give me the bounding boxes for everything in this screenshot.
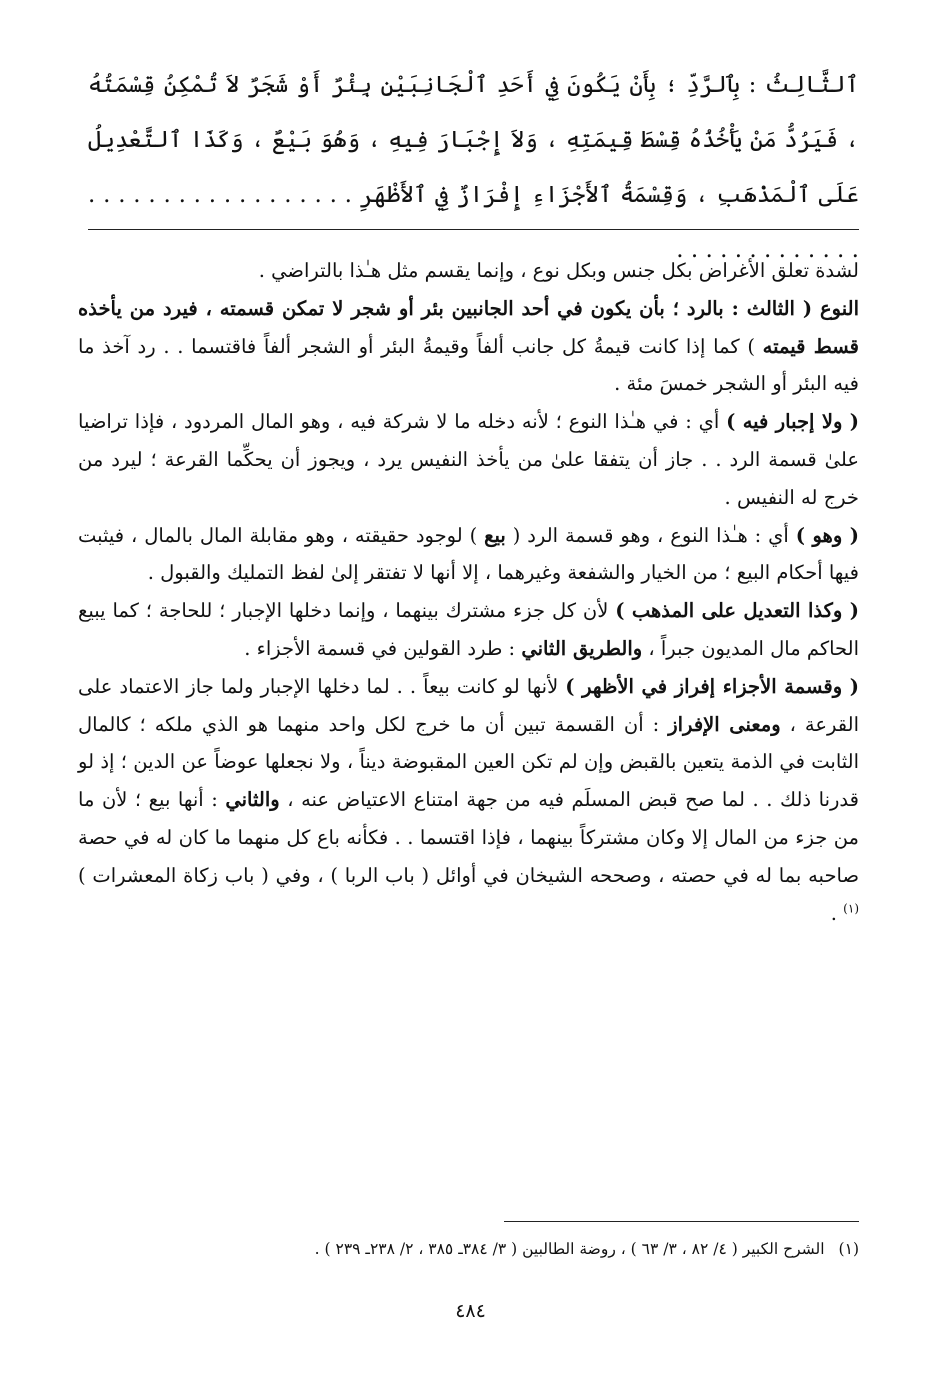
commentary-text: أي : في هـٰذا النوع ؛ لأنه دخله ما لا شركة فيه ، وهو المال المردود ، فإذا تراضيا علىٰ قسمة الرد . . جاز أن يتفقا علىٰ من يأخذ النفيس يرد ، ويجوز أن يحكِّما القرعة ؛ ليرد من خرج له النفيس .: [78, 410, 859, 509]
commentary-paragraph-2: [78, 290, 859, 403]
commentary-text: : أنها بيع ؛ لأن ما من جزء من المال إلا وكان مشتركاً بينهما ، فإذا اقتسما . . فكأنه باع كل منهما ما كان له في حصة صاحبه بما له في حصته ، وصححه الشيخان في أوائل ( باب الربا ) ، وفي ( باب زكاة المعشرات ): [78, 788, 859, 887]
quoted-matn: ( وهو ): [795, 523, 859, 547]
footnote-reference[interactable]: (١): [843, 901, 859, 916]
commentary-text: أي : هـٰذا النوع ، وهو قسمة الرد (: [505, 523, 796, 547]
matn-text-block: [88, 58, 859, 278]
page-number: ٤٨٤: [455, 1300, 486, 1322]
commentary-text: لأنها لو كانت بيعاً . . لما دخلها الإجبار ولما جاز الاعتماد على القرعة ،: [78, 674, 859, 736]
commentary-paragraph-3: [78, 403, 859, 516]
quoted-matn: ( وقسمة الأجزاء إفراز في الأظهر ): [565, 674, 859, 698]
commentary-paragraph-4: [78, 517, 859, 593]
commentary-text: ) كما إذا كانت قيمةُ كل جانب ألفاً وقيمةُ البئر أو الشجر ألفاً فاقتسما . . رد آخذ ما فيه البئر أو الشجر خمسَ مئة .: [78, 334, 859, 396]
footnote-separator-line: [504, 1221, 859, 1222]
commentary-text: لأن كل جزء مشترك بينهما ، وإنما دخلها الإجبار ؛ للحاجة ؛ كما يبيع الحاكم مال المديون جبراً ،: [78, 599, 859, 660]
bold-term: والطريق الثاني: [521, 636, 643, 660]
commentary-paragraph-5: [78, 592, 859, 668]
footnote-number: (١): [838, 1240, 859, 1258]
commentary-text: ) لوجود حقيقته ، وهو مقابلة المال بالمال ، فيثبت فيها أحكام البيع ؛ من الخيار والشفعة وغيرهما ، إلا أنها لا تفتقر إلىٰ لفظ التمليك والقبول .: [78, 523, 859, 585]
matn-dots: . . . . . . . . . . . . . . . . . . . . . . . . . . . . . .: [88, 182, 859, 263]
bold-term: ومعنى الإفراز: [668, 712, 781, 736]
matn-text: ٱلثَّالِثُ : بِٱلرَّدِّ ؛ بِأَنْ يَكُونَ فِي أَحَدِ ٱلْجَانِبَيْنِ بِئْرٌ أَوْ شَجَرٌ لاَ تُمْكِنُ قِسْمَتُهُ ، فَيَرُدُّ مَنْ يَأْخُذُهُ قِسْطَ قِيمَتِهِ ، وَلاَ إِجْبَارَ فِيهِ ، وَهُوَ بَيْعٌ ، وَكَذَا ٱلتَّعْدِيلُ عَلَى ٱلْمَذْهَبِ ، وَقِسْمَةُ ٱلأَجْزَاءِ إِفْرَازٌ فِي ٱلأَظْهَرِ .: [88, 72, 860, 208]
quoted-matn: ( ولا إجبار فيه ): [726, 410, 859, 434]
commentary-text: : طرد القولين في قسمة الأجزاء .: [244, 636, 522, 660]
commentary-block: [78, 252, 859, 932]
commentary-text: : أن القسمة تبين أن ما خرج لكل واحد منهما هو الذي ملكه ؛ كالمال الثابت في الذمة يتعين بالقبض وإن لم تكن العين المقبوضة ديناً ، ولا نجعلها عوضاً عن الدين ؛ إذ لو قدرنا ذلك . . لما صح قبض المسلَم فيه من جهة امتناع الاعتياض عنه ،: [78, 712, 859, 812]
matn-separator-line: [88, 229, 859, 230]
footnote-text: الشرح الكبير ( ٤/ ٨٢ ، ٣/ ٦٣ ) ، روضة الطالبين ( ٣/ ٣٨٤ـ ٣٨٥ ، ٢/ ٢٣٨ـ ٢٣٩ ) .: [314, 1240, 825, 1258]
bold-term: والثاني: [225, 788, 280, 812]
quoted-matn: النوع ( الثالث : بالرد ؛ بأن يكون في أحد الجانبين بئر أو شجر لا تمكن قسمته ، فيرد من يأخذه قسط قيمته: [78, 296, 859, 358]
footnote: [88, 1236, 859, 1262]
commentary-text: لشدة تعلق الأغراض بكل جنس وبكل نوع ، وإنما يقسم مثل هـٰذا بالتراضي .: [258, 259, 859, 282]
commentary-text: .: [830, 901, 844, 925]
quoted-matn: ( وكذا التعديل على المذهب ): [615, 599, 859, 623]
commentary-paragraph-1: [78, 252, 859, 290]
quoted-matn: بيع: [484, 523, 506, 547]
commentary-paragraph-6: [78, 668, 859, 933]
